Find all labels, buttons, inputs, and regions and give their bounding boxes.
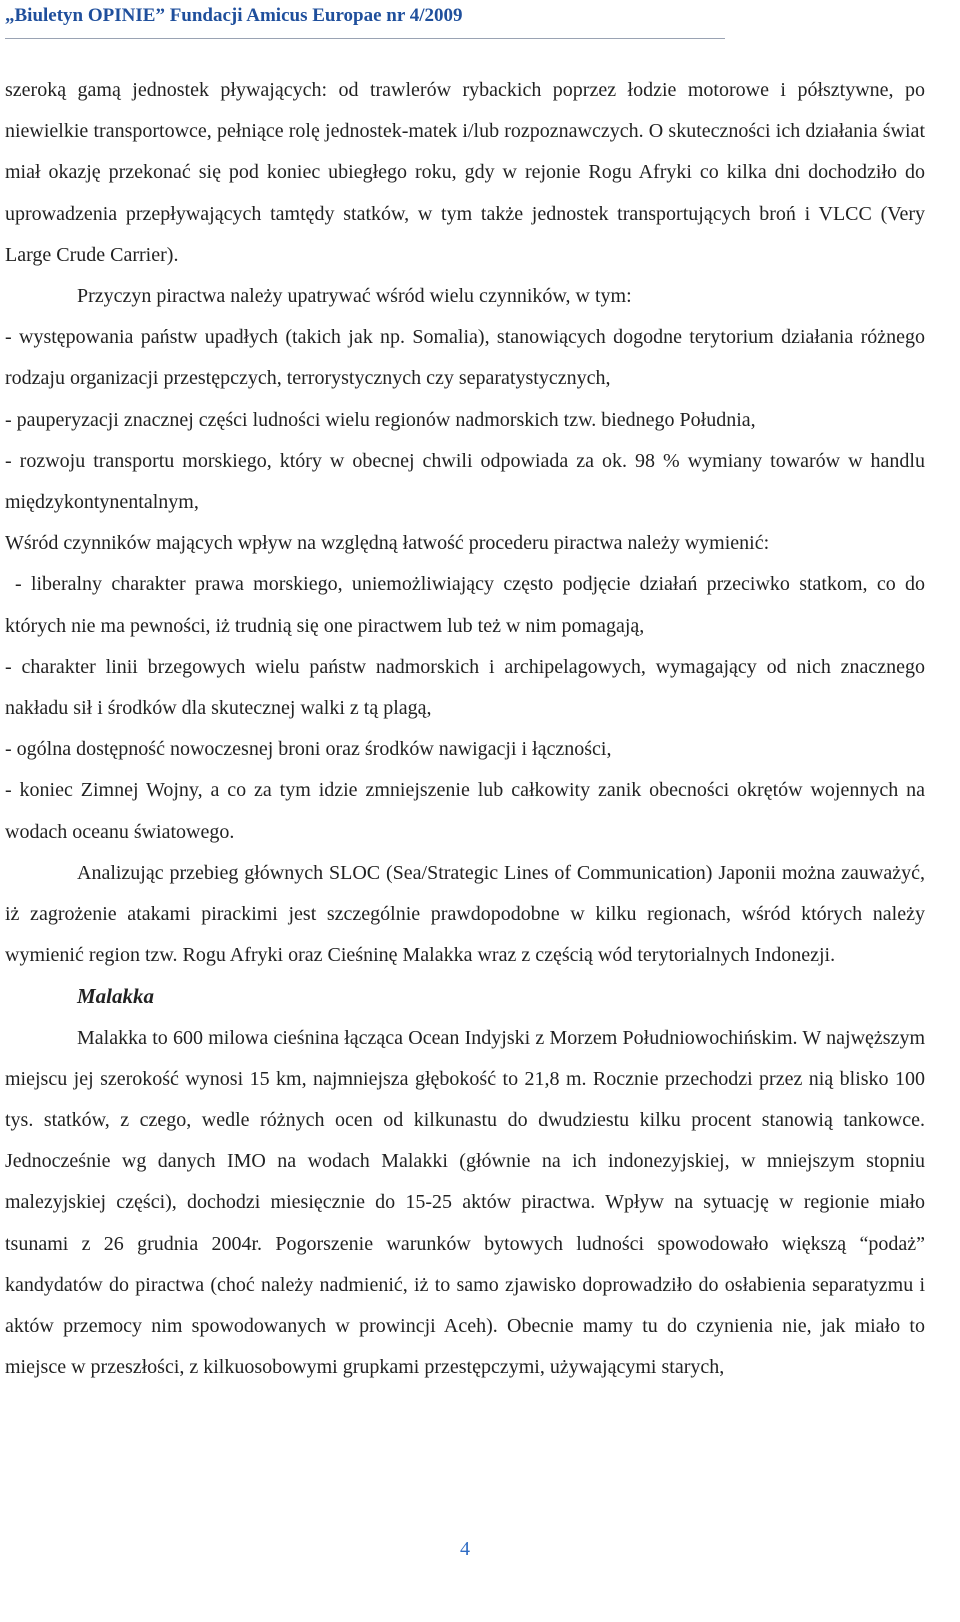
- list-item-maritime-law: - liberalny charakter prawa morskiego, uniemożliwiający często podjęcie działań przeciwko statkom, co do których nie ma pewności, iż trudnią się one piractwem lub też w nim pomagają,: [5, 573, 925, 637]
- paragraph-piracy-vessels: szeroką gamą jednostek pływających: od trawlerów rybackich poprzez łodzie motorowe i półsztywne, po niewielkie transportowce, pełniące rolę jednostek-matek i/lub rozpoznawczych. O skuteczności ich działania świat miał okazję przekonać się pod koniec ubiegłego roku, gdy w rejonie Rogu Afryki co kilka dni dochodziło do uprowadzenia przepływających tamtędy statków, w tym także jednostek transportujących broń i VLCC (Very Large Crude Carrier).: [5, 79, 925, 266]
- page-header-title: „Biuletyn OPINIE” Fundacji Amicus Europae nr 4/2009: [5, 5, 463, 26]
- document-body: [5, 70, 925, 1389]
- paragraph-factors-intro: Wśród czynników mających wpływ na względną łatwość procederu piractwa należy wymienić:: [5, 532, 770, 555]
- list-item-coastlines: - charakter linii brzegowych wielu państw nadmorskich i archipelagowych, wymagający od nich znacznego nakładu sił i środków dla skutecznej walki z tą plagą,: [5, 655, 925, 720]
- paragraph-sloc-analysis: Analizując przebieg głównych SLOC (Sea/Strategic Lines of Communication) Japonii można zauważyć, iż zagrożenie atakami pirackimi jest szczególnie prawdopodobne w kilku regionach, wśród których należy wymienić region tzw. Rogu Afryki oraz Cieśninę Malakka wraz z częścią wód terytorialnych Indonezji.: [5, 861, 925, 967]
- section-heading-malakka: Malakka: [77, 984, 155, 1009]
- list-item-pauperization: - pauperyzacji znacznej części ludności wielu regionów nadmorskich tzw. biednego Południa,: [5, 408, 756, 431]
- list-item-weapons-access: - ogólna dostępność nowoczesnej broni oraz środków nawigacji i łączności,: [5, 738, 612, 761]
- list-item-failed-states: - występowania państw upadłych (takich jak np. Somalia), stanowiących dogodne terytorium działania różnego rodzaju organizacji przestępczych, terrorystycznych czy separatystycznych,: [5, 326, 925, 390]
- paragraph-causes-intro: Przyczyn piractwa należy upatrywać wśród wielu czynników, w tym:: [77, 285, 632, 308]
- list-item-cold-war-end: - koniec Zimnej Wojny, a co za tym idzie zmniejszenie lub całkowity zanik obecności okrętów wojennych na wodach oceanu światowego.: [5, 779, 925, 843]
- header-divider: [5, 38, 725, 39]
- list-item-maritime-transport: - rozwoju transportu morskiego, który w obecnej chwili odpowiada za ok. 98 % wymiany towarów w handlu międzykontynentalnym,: [5, 449, 925, 514]
- page-number: 4: [460, 1538, 470, 1560]
- paragraph-malakka: Malakka to 600 milowa cieśnina łącząca Ocean Indyjski z Morzem Południowochińskim. W najwęższym miejscu jej szerokość wynosi 15 km, najmniejsza głębokość to 21,8 m. Rocznie przechodzi przez nią blisko 100 tys. statków, z czego, wedle różnych ocen od kilkunastu do dwudziestu kilku procent stanowią tankowce. Jednocześnie wg danych IMO na wodach Malakki (głównie na ich indonezyjskiej, w mniejszym stopniu malezyjskiej części), dochodzi miesięcznie do 15-25 aktów piractwa. Wpływ na sytuację w regionie miało tsunami z 26 grudnia 2004r. Pogorszenie warunków bytowych ludności spowodowało większą “podaż” kandydatów do piractwa (choć należy nadmienić, iż to samo zjawisko doprowadziło do osłabienia separatyzmu i aktów przemocy nim spowodowanych w prowincji Aceh). Obecnie mamy tu do czynienia nie, jak miało to miejsce w przeszłości, z kilkuosobowymi grupkami przestępczymi, używającymi starych,: [5, 1026, 925, 1379]
